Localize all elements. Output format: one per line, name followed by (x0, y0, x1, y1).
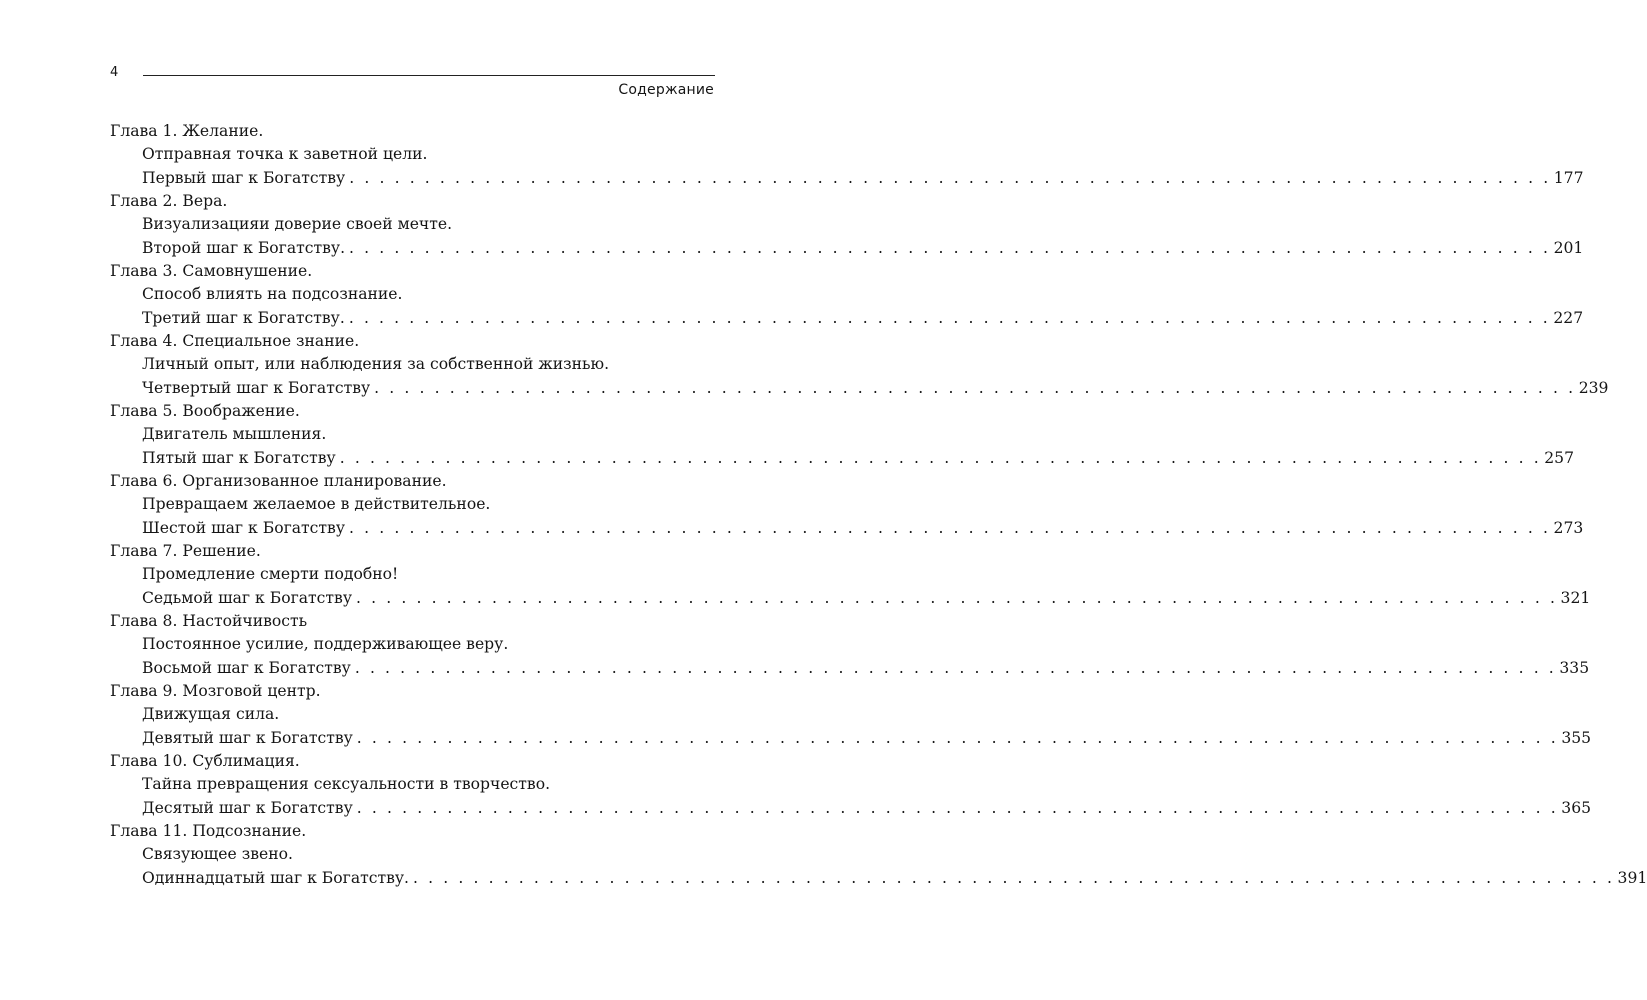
chapter-subtitle: Визуализацияи доверие своей мечте. (142, 215, 453, 234)
dot-leader: . . . . . . . . . . . . . . . . . . . . . . . . . . . . . . . . . . . . . . . . . . . . . . . . . . . . . . . . . . . . . . . . . . . . . . . . . . . . . . . . (374, 378, 1576, 397)
step-label: Четвертый шаг к Богатству (142, 378, 371, 397)
chapter-subtitle: Отправная точка к заветной цели. (142, 145, 428, 164)
step-label: Первый шаг к Богатству (142, 168, 346, 187)
chapter-subtitle: Тайна превращения сексуальности в творчество. (142, 775, 551, 794)
chapter-title: Глава 5. Воображение. (110, 402, 300, 420)
toc-entry (110, 330, 1609, 400)
chapter-subtitle: Способ влиять на подсознание. (142, 285, 403, 304)
toc-entry (110, 470, 1584, 540)
toc-entry (110, 540, 1591, 610)
step-line (110, 167, 1584, 190)
chapter-title: Глава 6. Организованное планирование. (110, 472, 447, 490)
page-number-ref: 365 (1561, 798, 1592, 817)
chapter-subtitle: Постоянное усилие, поддерживающее веру. (142, 635, 509, 654)
chapter-subtitle: Превращаем желаемое в действительное. (142, 495, 491, 514)
page-number-ref: 227 (1553, 308, 1584, 327)
running-title: Содержание (618, 82, 714, 98)
chapter-title: Глава 2. Вера. (110, 192, 228, 210)
chapter-subtitle: Движущая сила. (142, 705, 280, 724)
toc-entry (110, 610, 1590, 680)
step-label: Шестой шаг к Богатству (142, 518, 346, 537)
page-number-ref: 355 (1561, 728, 1592, 747)
dot-leader: . . . . . . . . . . . . . . . . . . . . . . . . . . . . . . . . . . . . . . . . . . . . . . . . . . . . . . . . . . . . . . . . . . . . . . . . . . . . . . . . (354, 658, 1557, 677)
chapter-title: Глава 1. Желание. (110, 122, 264, 140)
step-line (110, 727, 1592, 750)
step-label: Седьмой шаг к Богатству (142, 588, 352, 607)
step-label: Второй шаг к Богатству. (142, 238, 346, 257)
chapter-subtitle: Двигатель мышления. (142, 425, 327, 444)
toc-entry (110, 680, 1592, 750)
dot-leader: . . . . . . . . . . . . . . . . . . . . . . . . . . . . . . . . . . . . . . . . . . . . . . . . . . . . . . . . . . . . . . . . . . . . . . . . . . . . . . . . (356, 728, 1559, 747)
chapter-subtitle: Промедление смерти подобно! (142, 565, 399, 584)
toc-entry (110, 190, 1584, 260)
step-line (110, 447, 1575, 470)
chapter-title: Глава 8. Настойчивость (110, 612, 308, 630)
dot-leader: . . . . . . . . . . . . . . . . . . . . . . . . . . . . . . . . . . . . . . . . . . . . . . . . . . . . . . . . . . . . . . . . . . . . . . . . . . . . . . . . (349, 518, 1551, 537)
step-line (110, 797, 1592, 820)
dot-leader: . . . . . . . . . . . . . . . . . . . . . . . . . . . . . . . . . . . . . . . . . . . . . . . . . . . . . . . . . . . . . . . . . . . . . . . . . . . . . . . . (339, 448, 1542, 467)
step-line (110, 377, 1609, 400)
step-label: Девятый шаг к Богатству (142, 728, 353, 747)
page-number-ref: 273 (1553, 518, 1584, 537)
chapter-title: Глава 10. Сублимация. (110, 752, 300, 770)
toc-entry (110, 820, 1647, 890)
dot-leader: . . . . . . . . . . . . . . . . . . . . . . . . . . . . . . . . . . . . . . . . . . . . . . . . . . . . . . . . . . . . . . . . . . . . . . . . . . . . . . . . (348, 308, 1551, 327)
page-number: 4 (110, 65, 119, 80)
step-line (110, 517, 1584, 540)
step-line (110, 237, 1584, 260)
chapter-subtitle: Личный опыт, или наблюдения за собственной жизнью. (142, 355, 610, 374)
step-label: Третий шаг к Богатству. (142, 308, 345, 327)
step-label: Восьмой шаг к Богатству (142, 658, 351, 677)
step-line (110, 307, 1584, 330)
chapter-title: Глава 11. Подсознание. (110, 822, 307, 840)
toc-entry (110, 260, 1584, 330)
page-number-ref: 321 (1560, 588, 1591, 607)
dot-leader: . . . . . . . . . . . . . . . . . . . . . . . . . . . . . . . . . . . . . . . . . . . . . . . . . . . . . . . . . . . . . . . . . . . . . . . . . . . . . . . . (349, 168, 1551, 187)
step-label: Десятый шаг к Богатству (142, 798, 353, 817)
page-number-ref: 335 (1559, 658, 1590, 677)
chapter-title: Глава 4. Специальное знание. (110, 332, 360, 350)
toc-entry (110, 750, 1592, 820)
page-number-ref: 391 (1617, 868, 1647, 887)
dot-leader: . . . . . . . . . . . . . . . . . . . . . . . . . . . . . . . . . . . . . . . . . . . . . . . . . . . . . . . . . . . . . . . . . . . . . . . . . . . . . . . . (349, 238, 1551, 257)
toc-entry (110, 120, 1584, 190)
dot-leader: . . . . . . . . . . . . . . . . . . . . . . . . . . . . . . . . . . . . . . . . . . . . . . . . . . . . . . . . . . . . . . . . . . . . . . . . . . . . . . . . (413, 868, 1615, 887)
chapter-title: Глава 9. Мозговой центр. (110, 682, 321, 700)
page-number-ref: 201 (1553, 238, 1584, 257)
page-number-ref: 177 (1553, 168, 1584, 187)
step-line (110, 587, 1591, 610)
chapter-title: Глава 3. Самовнушение. (110, 262, 313, 280)
page-number-ref: 257 (1544, 448, 1575, 467)
table-of-contents (110, 120, 1647, 890)
toc-entry (110, 400, 1575, 470)
header-rule (143, 75, 715, 76)
dot-leader: . . . . . . . . . . . . . . . . . . . . . . . . . . . . . . . . . . . . . . . . . . . . . . . . . . . . . . . . . . . . . . . . . . . . . . . . . . . . . . . . (356, 798, 1559, 817)
step-line (110, 657, 1590, 680)
chapter-title: Глава 7. Решение. (110, 542, 261, 560)
step-label: Одиннадцатый шаг к Богатству. (142, 868, 410, 887)
page-number-ref: 239 (1578, 378, 1609, 397)
step-line (110, 867, 1647, 890)
step-label: Пятый шаг к Богатству (142, 448, 336, 467)
chapter-subtitle: Связующее звено. (142, 845, 293, 864)
dot-leader: . . . . . . . . . . . . . . . . . . . . . . . . . . . . . . . . . . . . . . . . . . . . . . . . . . . . . . . . . . . . . . . . . . . . . . . . . . . . . . . . (356, 588, 1558, 607)
